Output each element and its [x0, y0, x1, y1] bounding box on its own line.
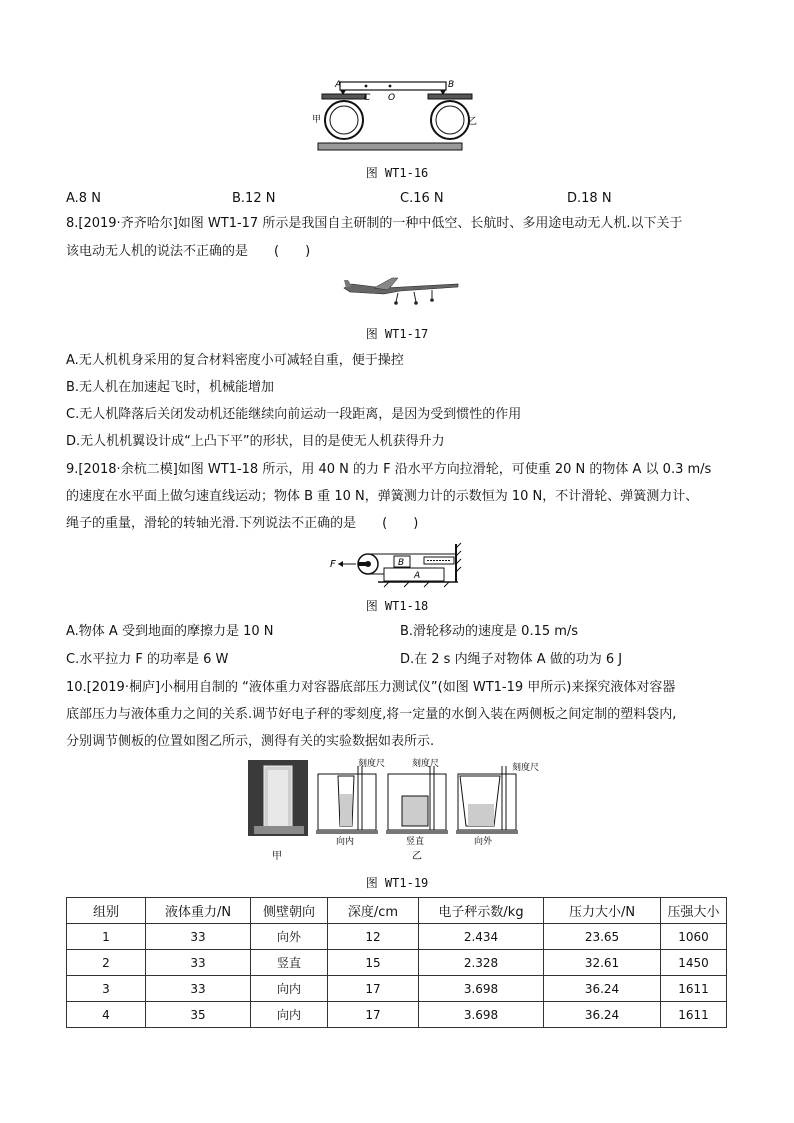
label-a: A: [335, 80, 342, 90]
label-f: F: [330, 559, 336, 570]
table-cell: 32.61: [544, 950, 661, 976]
table-cell: 1611: [661, 1002, 727, 1028]
table-header-row: [67, 898, 727, 924]
q7-option-a: A.8 N: [66, 191, 101, 206]
table-header: 深度/cm: [328, 898, 419, 924]
table-cell: 向外: [251, 924, 328, 950]
table-cell: 36.24: [544, 1002, 661, 1028]
table-header: 电子秤示数/kg: [419, 898, 544, 924]
table-cell: 竖直: [251, 950, 328, 976]
table-cell: 17: [328, 976, 419, 1002]
q7-option-d: D.18 N: [567, 191, 612, 206]
q10-stem-line2: 底部压力与液体重力之间的关系.调节好电子秤的零刻度,将一定量的水倒入装在两侧板之间定制的塑料袋内,: [66, 707, 677, 722]
table-header: 液体重力/N: [146, 898, 251, 924]
label-jia: 甲: [272, 851, 282, 862]
table-row: [67, 976, 727, 1002]
table-cell: 1450: [661, 950, 727, 976]
label-jia: 甲: [312, 115, 322, 125]
label-c: C: [364, 93, 371, 103]
table-cell: 3: [67, 976, 146, 1002]
table-cell: 向内: [251, 1002, 328, 1028]
label-outward: 向外: [474, 837, 493, 847]
table-cell: 33: [146, 976, 251, 1002]
q8-option-c: C.无人机降落后关闭发动机还能继续向前运动一段距离，是因为受到惯性的作用: [66, 407, 522, 422]
table-row: [67, 950, 727, 976]
ruler-label-2: 刻度尺: [412, 759, 440, 769]
table-cell: 2.434: [419, 924, 544, 950]
q10-stem-line3: 分别调节侧板的位置如图乙所示，测得有关的实验数据如表所示.: [66, 734, 435, 749]
q7-option-b: B.12 N: [232, 191, 276, 206]
figure-wt1-16: [310, 74, 478, 156]
table-cell: 1611: [661, 976, 727, 1002]
table-cell: 1060: [661, 924, 727, 950]
table-cell: 1: [67, 924, 146, 950]
table-cell: 35: [146, 1002, 251, 1028]
ruler-label-1: 刻度尺: [358, 759, 386, 769]
q9-option-c: C.水平拉力 F 的功率是 6 W: [66, 652, 229, 667]
figure-wt1-19: [244, 756, 554, 864]
q9-option-d: D.在 2 s 内绳子对物体 A 做的功为 6 J: [400, 652, 623, 667]
table-cell: 2.328: [419, 950, 544, 976]
table-cell: 2: [67, 950, 146, 976]
table-header: 压力大小/N: [544, 898, 661, 924]
q8-stem-line1: 8.[2019·齐齐哈尔]如图 WT1-17 所示是我国自主研制的一种中低空、长航时、多用途电动无人机.以下关于: [66, 216, 683, 231]
table-cell: 3.698: [419, 976, 544, 1002]
data-table: [66, 897, 727, 1028]
table-cell: 4: [67, 1002, 146, 1028]
label-vertical: 竖直: [406, 837, 425, 847]
table-row: [67, 924, 727, 950]
figure-wt1-17: [340, 274, 460, 308]
table-row: [67, 1002, 727, 1028]
label-a: A: [414, 571, 421, 581]
label-b: B: [398, 558, 405, 568]
table-cell: 17: [328, 1002, 419, 1028]
table-cell: 23.65: [544, 924, 661, 950]
q9-stem-line1: 9.[2018·余杭二模]如图 WT1-18 所示，用 40 N 的力 F 沿水平方向拉滑轮，可使重 20 N 的物体 A 以 0.3 m/s: [66, 462, 712, 477]
table-cell: 15: [328, 950, 419, 976]
q7-option-c: C.16 N: [400, 191, 444, 206]
q9-stem-line3: 绳子的重量，滑轮的转轴光滑.下列说法不正确的是 ( ): [66, 516, 419, 531]
table-cell: 向内: [251, 976, 328, 1002]
q8-option-b: B.无人机在加速起飞时，机械能增加: [66, 380, 275, 395]
label-inward: 向内: [336, 837, 355, 847]
q8-option-d: D.无人机机翼设计成“上凸下平”的形状，目的是使无人机获得升力: [66, 434, 445, 449]
table-cell: 12: [328, 924, 419, 950]
table-header: 压强大小: [661, 898, 727, 924]
figure-wt1-18: [328, 540, 464, 588]
table-header: 组别: [67, 898, 146, 924]
q9-stem-line2: 的速度在水平面上做匀速直线运动；物体 B 重 10 N，弹簧测力计的示数恒为 10 N，不计滑轮、弹簧测力计、: [66, 489, 699, 504]
label-o: O: [388, 93, 396, 103]
table-cell: 3.698: [419, 1002, 544, 1028]
figure-caption-wt1-19: 图 WT1-19: [365, 876, 429, 890]
table-cell: 36.24: [544, 976, 661, 1002]
figure-caption-wt1-16: 图 WT1-16: [365, 166, 429, 180]
q9-option-b: B.滑轮移动的速度是 0.15 m/s: [400, 624, 579, 639]
figure-caption-wt1-17: 图 WT1-17: [365, 327, 429, 341]
table-cell: 33: [146, 950, 251, 976]
q9-option-a: A.物体 A 受到地面的摩擦力是 10 N: [66, 624, 274, 639]
label-yi: 乙: [468, 117, 478, 127]
q8-option-a: A.无人机机身采用的复合材料密度小可减轻自重，便于操控: [66, 353, 404, 368]
label-b: B: [448, 80, 455, 90]
q8-stem-line2: 该电动无人机的说法不正确的是 ( ): [66, 244, 311, 259]
figure-caption-wt1-18: 图 WT1-18: [365, 599, 429, 613]
label-yi: 乙: [412, 851, 422, 862]
table-header: 侧壁朝向: [251, 898, 328, 924]
ruler-label-3: 刻度尺: [512, 763, 540, 773]
table-cell: 33: [146, 924, 251, 950]
q10-stem-line1: 10.[2019·桐庐]小桐用自制的 “液体重力对容器底部压力测试仪”(如图 WT1-19 甲所示)来探究液体对容器: [66, 680, 676, 695]
